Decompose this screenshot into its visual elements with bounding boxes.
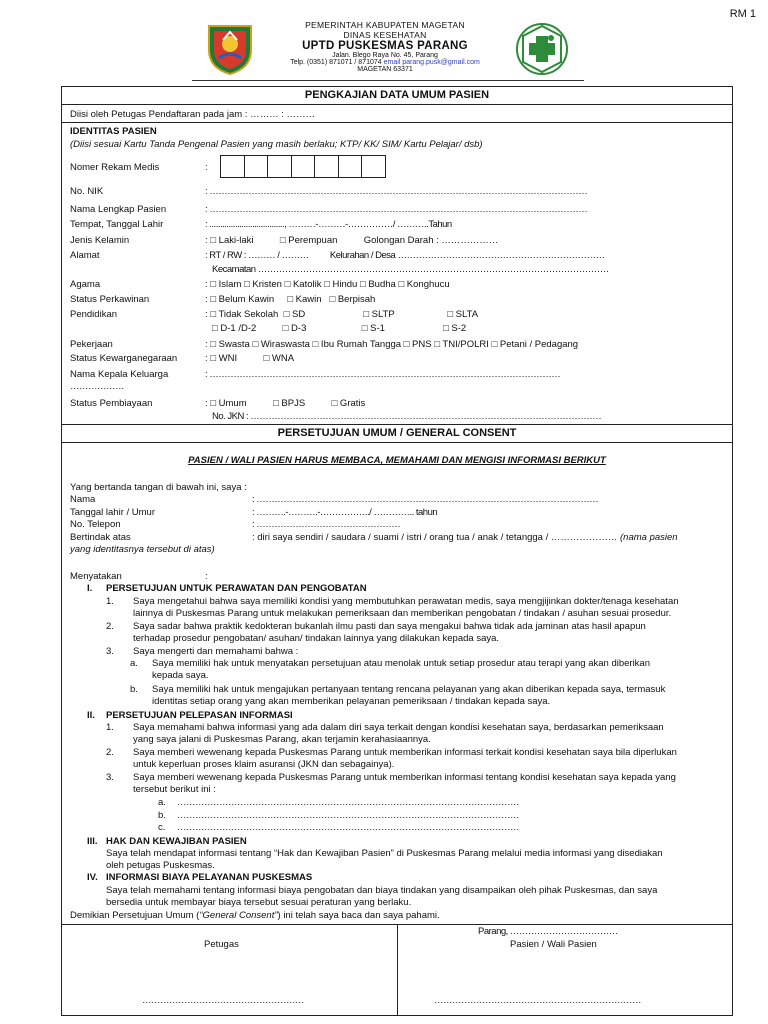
identity-heading: IDENTITAS PASIEN — [70, 126, 157, 137]
digit-box[interactable] — [291, 155, 316, 178]
acting-for-options: : diri saya sendiri / saudara / suami / istri / orang tua / anak / tetangga / ………………… — [252, 532, 621, 543]
section-number: III. — [87, 836, 98, 847]
subitem-text: Saya memiliki hak untuk menyatakan persetujuan atau menolak untuk setiap prosedur atau terapi yang akan diberikan — [152, 658, 650, 669]
medical-record-number-boxes[interactable] — [220, 155, 385, 178]
recipient-blank-b[interactable]: …………………………………………………………………………………………………… — [177, 810, 519, 821]
city-postal: MAGETAN 63371 — [357, 66, 413, 73]
place-date-field[interactable]: Parang, ……………………………… — [478, 926, 618, 937]
full-name-field[interactable]: : ……………………………………………………………………………………………………………… — [205, 204, 588, 215]
officer-signature-line[interactable]: ……………………………………………… — [142, 995, 304, 1006]
field-label: Jenis Kelamin — [70, 235, 130, 246]
registration-note: Diisi oleh Petugas Pendaftaran pada jam : ……… : ……… — [70, 109, 316, 120]
closing-statement — [70, 910, 440, 922]
consent-dob-field[interactable]: : ……….-……….-……………../ ………….. tahun — [252, 507, 438, 518]
item-text: Saya mengetahui bahwa saya memiliki kondisi yang membutuhkan perawatan medis, saya mengjijinkan dokter/tenaga kesehatan — [133, 596, 679, 607]
blank-letter: b. — [158, 810, 166, 821]
recipient-blank-a[interactable]: …………………………………………………………………………………………………… — [177, 797, 519, 808]
section-number: I. — [87, 583, 93, 594]
education-options-row2[interactable]: □ D-1 /D-2 □ D-3 □ S-1 □ S-2 — [212, 323, 467, 334]
email: email parang.pusk@gmail.com — [383, 59, 480, 66]
field-value: : — [205, 162, 208, 173]
citizenship-options[interactable]: : □ WNI □ WNA — [205, 353, 295, 364]
subitem-letter: b. — [130, 684, 138, 695]
government-name: PEMERINTAH KABUPATEN MAGETAN — [305, 20, 465, 30]
paragraph-text: oleh petugas Puskesmas. — [106, 860, 215, 871]
document-code: RM 1 — [729, 8, 756, 20]
field-label: Tempat, Tanggal Lahir — [70, 219, 164, 230]
blank-letter: a. — [158, 797, 166, 808]
subitem-letter: a. — [130, 658, 138, 669]
consent-instruction: PASIEN / WALI PASIEN HARUS MEMBACA, MEMAHAMI DAN MENGISI INFORMASI BERIKUT — [188, 455, 606, 466]
letterhead-rule — [192, 80, 584, 81]
consent-title: PERSETUJUAN UMUM / GENERAL CONSENT — [277, 427, 517, 439]
identity-subheading: (Diisi sesuai Kartu Tanda Pengenal Pasien yang masih berlaku; KTP/ KK/ SIM/ Kartu Pelajar/ dsb) — [70, 139, 483, 150]
digit-box[interactable] — [267, 155, 292, 178]
item-text: Saya memberi wewenang kepada Puskesmas Parang untuk memberikan informasi terkait kondisi kesehatan saya bila diperlukan — [133, 747, 677, 758]
declares-colon: : — [205, 571, 208, 582]
field-label: Nomer Rekam Medis — [70, 162, 160, 173]
item-text: Saya mengerti dan memahami bahwa : — [133, 646, 299, 657]
gender-options[interactable]: : □ Laki-laki □ Perempuan Golongan Darah : ……………… — [205, 235, 499, 246]
payment-status-options[interactable]: : □ Umum □ BPJS □ Gratis — [205, 398, 366, 409]
paragraph-text: bersedia untuk membayar biaya tersebut sesuai peraturan yang berlaku. — [106, 897, 412, 908]
marital-status-options[interactable]: : □ Belum Kawin □ Kawin □ Berpisah — [205, 294, 376, 305]
item-text: lainnya di Puskesmas Parang untuk melakukan pemeriksaan dan memberikan pengobatan / tindakan / asuhan sesuai prosedur. — [133, 608, 672, 619]
item-text: Saya memberi wewenang kepada Puskesmas Parang untuk memberikan informasi tentang kondisi kesehatan saya kepada yang — [133, 772, 676, 783]
agency-name: DINAS KESEHATAN — [343, 30, 427, 40]
field-label: Status Kewarganegaraan — [70, 353, 178, 364]
address-field[interactable]: : RT / RW : ……… / ……… Kelurahan / Desa …………………………………………………………… — [205, 250, 605, 261]
blank-letter: c. — [158, 822, 166, 833]
phone: Telp. (0351) 871071 / 871074 — [290, 59, 384, 66]
paragraph-text: Saya telah memahami tentang informasi biaya pengobatan dan biaya tindakan yang disampaikan oleh pihak Puskesmas, dan saya — [106, 885, 658, 896]
item-number: 1. — [106, 722, 114, 733]
item-number: 2. — [106, 747, 114, 758]
consent-intro: Yang bertanda tangan di bawah ini, saya : — [70, 482, 247, 493]
contact-line — [270, 59, 500, 66]
divider — [61, 122, 733, 123]
acting-for-note: (nama pasien — [620, 532, 678, 543]
recipient-blank-c[interactable]: …………………………………………………………………………………………………… — [177, 822, 519, 833]
item-text: terhadap prosedur pengobatan/ asuhan/ tindakan lainnya yang dilakukan kepada saya. — [133, 633, 500, 644]
divider — [61, 104, 733, 105]
section-number: IV. — [87, 872, 98, 883]
field-label: Agama — [70, 279, 101, 290]
item-text: tersebut berikut ini : — [133, 784, 216, 795]
letterhead-text — [270, 20, 500, 73]
digit-box[interactable] — [361, 155, 386, 178]
family-head-overflow: ……………… — [70, 381, 124, 392]
address: Jalan. Blego Raya No. 45, Parang — [332, 52, 438, 59]
subitem-text: identitas setiap orang yang akan memberikan pelayanan pemeriksaan / tindakan kepada saya. — [152, 696, 551, 707]
section-title: INFORMASI BIAYA PELAYANAN PUSKESMAS — [106, 872, 313, 883]
digit-box[interactable] — [244, 155, 269, 178]
form-title: PENGKAJIAN DATA UMUM PASIEN — [304, 89, 490, 101]
paragraph-text: Saya telah mendapat informasi tentang “Hak dan Kewajiban Pasien” di Puskesmas Parang melalui media informasi yang disediakan — [106, 848, 663, 859]
patient-signature-line[interactable]: …………………………………………………………… — [434, 995, 641, 1006]
closing-part: “General Consent” — [199, 910, 278, 921]
family-head-field[interactable]: : ……………………………………………………………………………………………………… — [205, 369, 561, 380]
acting-for-note-cont: yang identitasnya tersebut di atas) — [70, 544, 215, 555]
puskesmas-name: UPTD PUSKESMAS PARANG — [302, 40, 468, 52]
consent-name-field[interactable]: : …………………………………………………………………………………………………… — [252, 494, 599, 505]
item-number: 1. — [106, 596, 114, 607]
section-number: II. — [87, 710, 95, 721]
section-title: PERSETUJUAN PELEPASAN INFORMASI — [106, 710, 293, 721]
puskesmas-logo-icon — [515, 22, 569, 76]
closing-part: ) ini telah saya baca dan saya pahami. — [277, 910, 440, 921]
digit-box[interactable] — [220, 155, 245, 178]
field-label: Bertindak atas — [70, 532, 131, 543]
divider — [61, 442, 733, 443]
item-text: untuk keperluan proses klaim asuransi (JKN dan sebagainya). — [133, 759, 395, 770]
declares-label: Menyatakan — [70, 571, 122, 582]
subitem-text: Saya memiliki hak untuk mengajukan pertanyaan tentang rencana pelayanan yang akan diberikan kepada saya, termasuk — [152, 684, 666, 695]
district-field[interactable]: Kecamatan ……………………………………………………………………………………………………… — [212, 264, 609, 275]
section-title: HAK DAN KEWAJIBAN PASIEN — [106, 836, 247, 847]
divider — [61, 424, 733, 425]
jkn-number-field[interactable]: No. JKN : ……………………………………………………………………………………………………… — [212, 411, 602, 422]
birth-place-date-field[interactable]: : ..................................., ………-………-……………/ ………..Tahun — [205, 219, 452, 230]
field-label: No. Telepon — [70, 519, 121, 530]
field-label: Pendidikan — [70, 309, 118, 320]
field-label: Nama Lengkap Pasien — [70, 204, 167, 215]
section-title: PERSETUJUAN UNTUK PERAWATAN DAN PENGOBATAN — [106, 583, 367, 594]
nik-field[interactable]: : ……………………………………………………………………………………………………………… — [205, 186, 588, 197]
field-label: Status Pembiayaan — [70, 398, 153, 409]
field-label: Pekerjaan — [70, 339, 113, 350]
item-text: Saya sadar bahwa praktik kedokteran bukanlah ilmu pasti dan saya mengakui bahwa tidak ada jaminan atas hasil apapun — [133, 621, 646, 632]
item-number: 3. — [106, 646, 114, 657]
item-text: Saya memahami bahwa informasi yang ada dalam diri saya terkait dengan kondisi kesehatan saya, berdasarkan pemeriksaan — [133, 722, 664, 733]
signature-divider — [397, 924, 398, 1016]
consent-acting-for-field[interactable] — [252, 532, 678, 543]
religion-options[interactable]: : □ Islam □ Kristen □ Katolik □ Hindu □ Budha □ Konghucu — [205, 279, 450, 290]
digit-box[interactable] — [338, 155, 363, 178]
closing-part: Demikian Persetujuan Umum ( — [70, 910, 200, 921]
education-options[interactable]: : □ Tidak Sekolah □ SD □ SLTP □ SLTA — [205, 309, 479, 320]
patient-guardian-label: Pasien / Wali Pasien — [510, 939, 597, 950]
field-label: Tanggal lahir / Umur — [70, 507, 156, 518]
magetan-regency-emblem-icon — [205, 20, 255, 76]
subitem-text: kepada saya. — [152, 670, 209, 681]
occupation-options[interactable]: : □ Swasta □ Wiraswasta □ Ibu Rumah Tangga □ PNS □ TNI/POLRI □ Petani / Pedagang — [205, 339, 579, 350]
item-number: 2. — [106, 621, 114, 632]
consent-phone-field[interactable]: : ………………………………………… — [252, 519, 401, 530]
letterhead — [0, 16, 768, 84]
field-label: No. NIK — [70, 186, 104, 197]
field-label: Alamat — [70, 250, 100, 261]
item-text: yang saya jalani di Puskesmas Parang, akan terjamin kerahasiaannya. — [133, 734, 431, 745]
field-label: Nama — [70, 494, 96, 505]
field-label: Status Perkawinan — [70, 294, 150, 305]
digit-box[interactable] — [314, 155, 339, 178]
item-number: 3. — [106, 772, 114, 783]
officer-label: Petugas — [204, 939, 239, 950]
field-label: Nama Kepala Keluarga — [70, 369, 169, 380]
